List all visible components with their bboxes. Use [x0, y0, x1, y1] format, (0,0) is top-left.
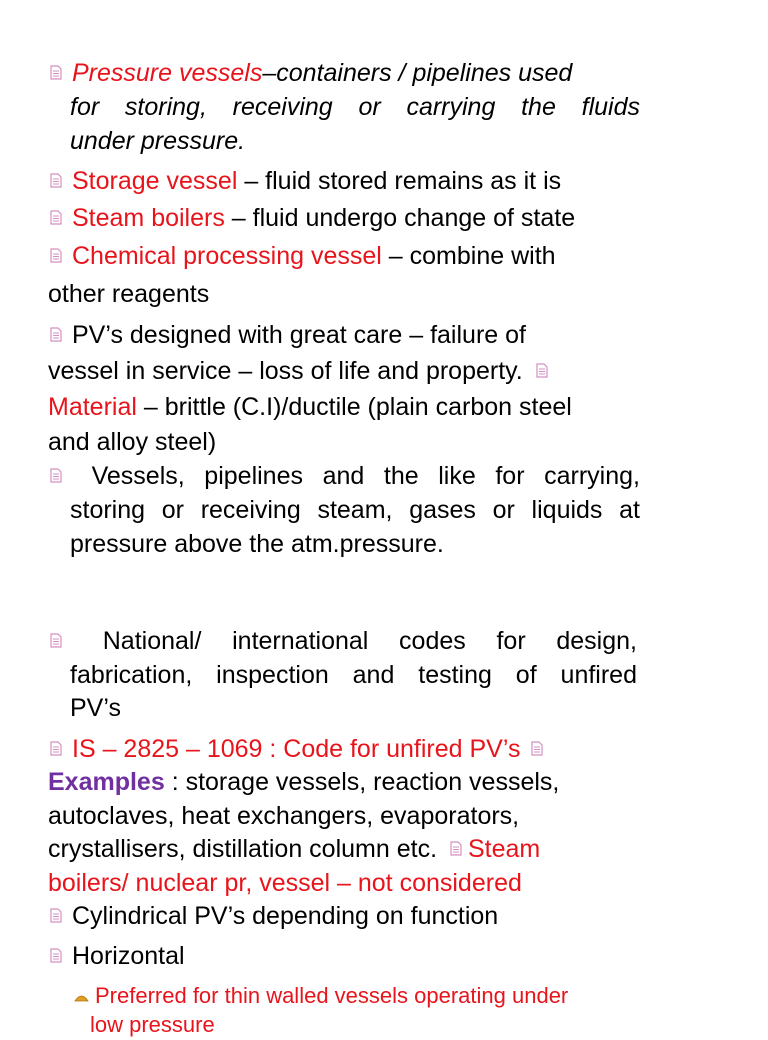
- document-icon: [50, 210, 62, 225]
- text-line: boilers/ nuclear pr, vessel – not considered: [48, 869, 522, 897]
- text-line: autoclaves, heat exchangers, evaporators,: [48, 802, 520, 830]
- document-icon: [531, 741, 543, 756]
- term-material: Material: [48, 393, 137, 421]
- text: – fluid stored remains as it is: [237, 167, 562, 195]
- text: – fluid undergo change of state: [224, 204, 576, 232]
- bullet-horizontal: [50, 939, 185, 973]
- text: vessel in service – loss of life and property.: [48, 357, 523, 385]
- examples-label: Examples: [48, 768, 165, 796]
- text-line: [48, 354, 558, 388]
- document-icon: [50, 741, 62, 756]
- text: crystallisers, distillation column etc.: [48, 835, 438, 863]
- text-line: [48, 832, 540, 866]
- text-line: under pressure.: [70, 127, 246, 155]
- term-steam-boilers: Steam boilers: [72, 204, 225, 232]
- document-icon: [450, 841, 462, 856]
- bullet-vessels-pipelines: [50, 459, 640, 493]
- bullet-is-code: [50, 732, 553, 766]
- text-line: for storing, receiving or carrying the fluids: [70, 93, 640, 121]
- term-pressure-vessels: Pressure vessels: [72, 59, 263, 87]
- text-line: pressure above the atm.pressure.: [70, 530, 444, 558]
- document-icon: [50, 327, 62, 342]
- text: Preferred for thin walled vessels operating under: [95, 983, 569, 1008]
- sub-bullet-thin-walled: [74, 981, 568, 1011]
- term-steam: Steam: [467, 835, 541, 863]
- document-icon: [50, 908, 62, 923]
- document-icon: [50, 948, 62, 963]
- code-reference: IS – 2825 – 1069 : Code for unfired PV’s: [72, 735, 521, 763]
- text: PV’s designed with great care – failure of: [72, 321, 526, 349]
- text: Vessels, pipelines and the like for carrying,: [91, 462, 640, 490]
- text: : storage vessels, reaction vessels,: [164, 768, 560, 796]
- text-line: other reagents: [48, 280, 210, 308]
- term-chemical-vessel: Chemical processing vessel: [72, 242, 382, 270]
- text: – combine with: [381, 242, 556, 270]
- text-line: [48, 765, 559, 799]
- text: Horizontal: [72, 942, 185, 970]
- hat-icon: [74, 992, 89, 1002]
- document-icon: [50, 173, 62, 188]
- document-icon: [536, 363, 548, 378]
- text: – brittle (C.I)/ductile (plain carbon steel: [136, 393, 572, 421]
- bullet-chemical-vessel: [50, 239, 556, 273]
- text-line: fabrication, inspection and testing of unfired: [70, 661, 637, 689]
- bullet-national-codes: [50, 624, 637, 658]
- text-line: [48, 390, 572, 424]
- bullet-steam-boilers: [50, 201, 575, 235]
- bullet-pv-designed: [50, 318, 526, 352]
- text-line: and alloy steel): [48, 428, 217, 456]
- document-icon: [50, 468, 62, 483]
- document-icon: [50, 248, 62, 263]
- text: –containers / pipelines used: [262, 59, 573, 87]
- text-line: low pressure: [90, 1012, 215, 1037]
- term-storage-vessel: Storage vessel: [72, 167, 238, 195]
- text-line: PV’s: [70, 694, 121, 722]
- document-icon: [50, 65, 62, 80]
- bullet-storage-vessel: [50, 164, 561, 198]
- document-icon: [50, 633, 62, 648]
- bullet-cylindrical-pv: [50, 899, 498, 933]
- bullet-pressure-vessels: [50, 56, 572, 90]
- text: National/ international codes for design,: [102, 627, 637, 655]
- text-line: storing or receiving steam, gases or liquids at: [70, 496, 640, 524]
- text: Cylindrical PV’s depending on function: [72, 902, 499, 930]
